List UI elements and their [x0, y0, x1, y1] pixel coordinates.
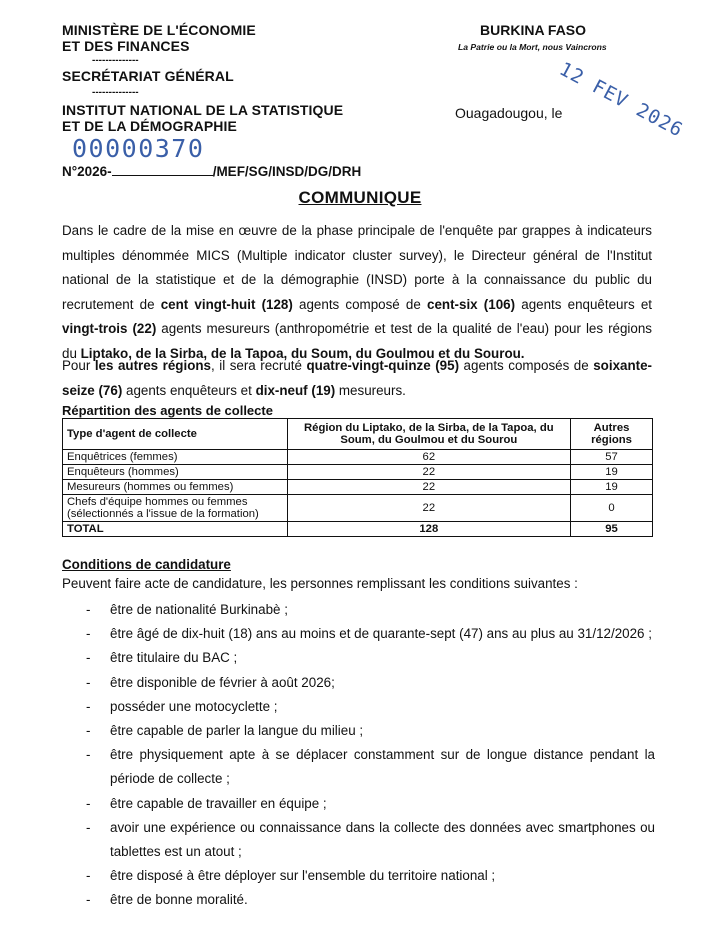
list-item: - avoir une expérience ou connaissance dans la collecte des données avec smartphones ou tablettes est un atout ;: [86, 819, 655, 860]
table-title: Répartition des agents de collecte: [62, 403, 273, 418]
header-other-regions: Autres régions: [571, 419, 653, 450]
country-name: BURKINA FASO: [480, 22, 587, 38]
list-item: - être âgé de dix-huit (18) ans au moins et de quarante-sept (47) ans au plus au 31/12/2026 ;: [86, 626, 652, 642]
reference-suffix: /MEF/SG/INSD/DG/DRH: [212, 164, 362, 179]
conditions-title: Conditions de candidature: [62, 557, 231, 572]
national-motto: La Patrie ou la Mort, nous Vaincrons: [458, 42, 607, 52]
cell-total-label: TOTAL: [63, 522, 288, 537]
cell-region-count: 62: [287, 450, 570, 465]
cell-total-region: 128: [287, 522, 570, 537]
institute-name-line1: INSTITUT NATIONAL DE LA STATISTIQUE: [62, 102, 344, 118]
cell-other-count: 19: [571, 465, 653, 480]
header-separator: --------------: [92, 55, 139, 66]
cell-other-count: 57: [571, 450, 653, 465]
date-stamp: 12 FEV 2026: [555, 58, 687, 142]
list-item: - être disponible de février à août 2026;: [86, 674, 335, 690]
cell-other-count: 0: [571, 495, 653, 522]
cell-region-count: 22: [287, 480, 570, 495]
conditions-list: [0, 598, 720, 913]
cell-total-other: 95: [571, 522, 653, 537]
header-separator: --------------: [92, 87, 139, 98]
institute-name-line2: ET DE LA DÉMOGRAPHIE: [62, 118, 237, 134]
reference-number-stamp: 00000370: [72, 134, 205, 163]
table-total-row: [63, 522, 653, 537]
header-agent-type: Type d'agent de collecte: [63, 419, 288, 450]
table-row: [63, 465, 653, 480]
cell-region-count: 22: [287, 495, 570, 522]
agents-distribution-table: [62, 418, 653, 537]
reference-line: [62, 163, 361, 179]
table-header-row: [63, 419, 653, 450]
header-region-group: Région du Liptako, de la Sirba, de la Tapoa, du Soum, du Goulmou et du Sourou: [287, 419, 570, 450]
table-row: [63, 480, 653, 495]
cell-agent-type: Enquêtrices (femmes): [63, 450, 288, 465]
cell-region-count: 22: [287, 465, 570, 480]
conditions-intro: Peuvent faire acte de candidature, les personnes remplissant les conditions suivantes :: [62, 576, 578, 591]
secretariat-name: SECRÉTARIAT GÉNÉRAL: [62, 68, 234, 84]
reference-blank: [112, 163, 213, 176]
cell-agent-type: Chefs d'équipe hommes ou femmes (sélectionnés a l'issue de la formation): [63, 495, 288, 522]
paragraph-intro: Dans le cadre de la mise en œuvre de la phase principale de l'enquête par grappes à indicateurs multiples dénommée MICS (Multiple indicator cluster survey), le Directeur général de l'Institut national de la statistique et de la démographie (INSD) porte à la connaissance du public du recrutement de cent vingt-huit (128) agents composé de cent-six (106) agents enquêteurs et vingt-trois (22) agents mesureurs (anthropométrie et test de la qualité de l'eau) pour les régions du Liptako, de la Sirba, de la Tapoa, du Soum, du Goulmou et du Sourou.: [62, 223, 652, 361]
list-item: - être disposé à être déployer sur l'ensemble du territoire national ;: [86, 868, 496, 884]
list-item: - être physiquement apte à se déplacer constamment sur de longue distance pendant la période de collecte ;: [86, 747, 655, 787]
ministry-name-line2: ET DES FINANCES: [62, 38, 190, 54]
list-item: - être capable de parler la langue du milieu ;: [86, 723, 364, 739]
reference-prefix: N°2026-: [62, 164, 112, 179]
cell-agent-type: Mesureurs (hommes ou femmes): [63, 480, 288, 495]
list-item: - posséder une motocyclette ;: [86, 698, 278, 714]
list-item: - être de nationalité Burkinabè ;: [86, 602, 288, 617]
list-item: - être de bonne moralité.: [86, 892, 248, 908]
list-item: - être capable de travailler en équipe ;: [86, 795, 327, 811]
table-row: [63, 495, 653, 522]
city-date-line: Ouagadougou, le: [455, 105, 563, 121]
document-title: COMMUNIQUE: [298, 188, 422, 207]
cell-agent-type: Enquêteurs (hommes): [63, 465, 288, 480]
paragraph-other-regions: Pour les autres régions, il sera recruté quatre-vingt-quinze (95) agents composés de soixante-seize (76) agents enquêteurs et dix-neuf (19) mesureurs.: [62, 358, 653, 398]
list-item: - être titulaire du BAC ;: [86, 650, 238, 666]
ministry-name-line1: MINISTÈRE DE L'ÉCONOMIE: [62, 22, 256, 38]
table-row: [63, 450, 653, 465]
cell-other-count: 19: [571, 480, 653, 495]
